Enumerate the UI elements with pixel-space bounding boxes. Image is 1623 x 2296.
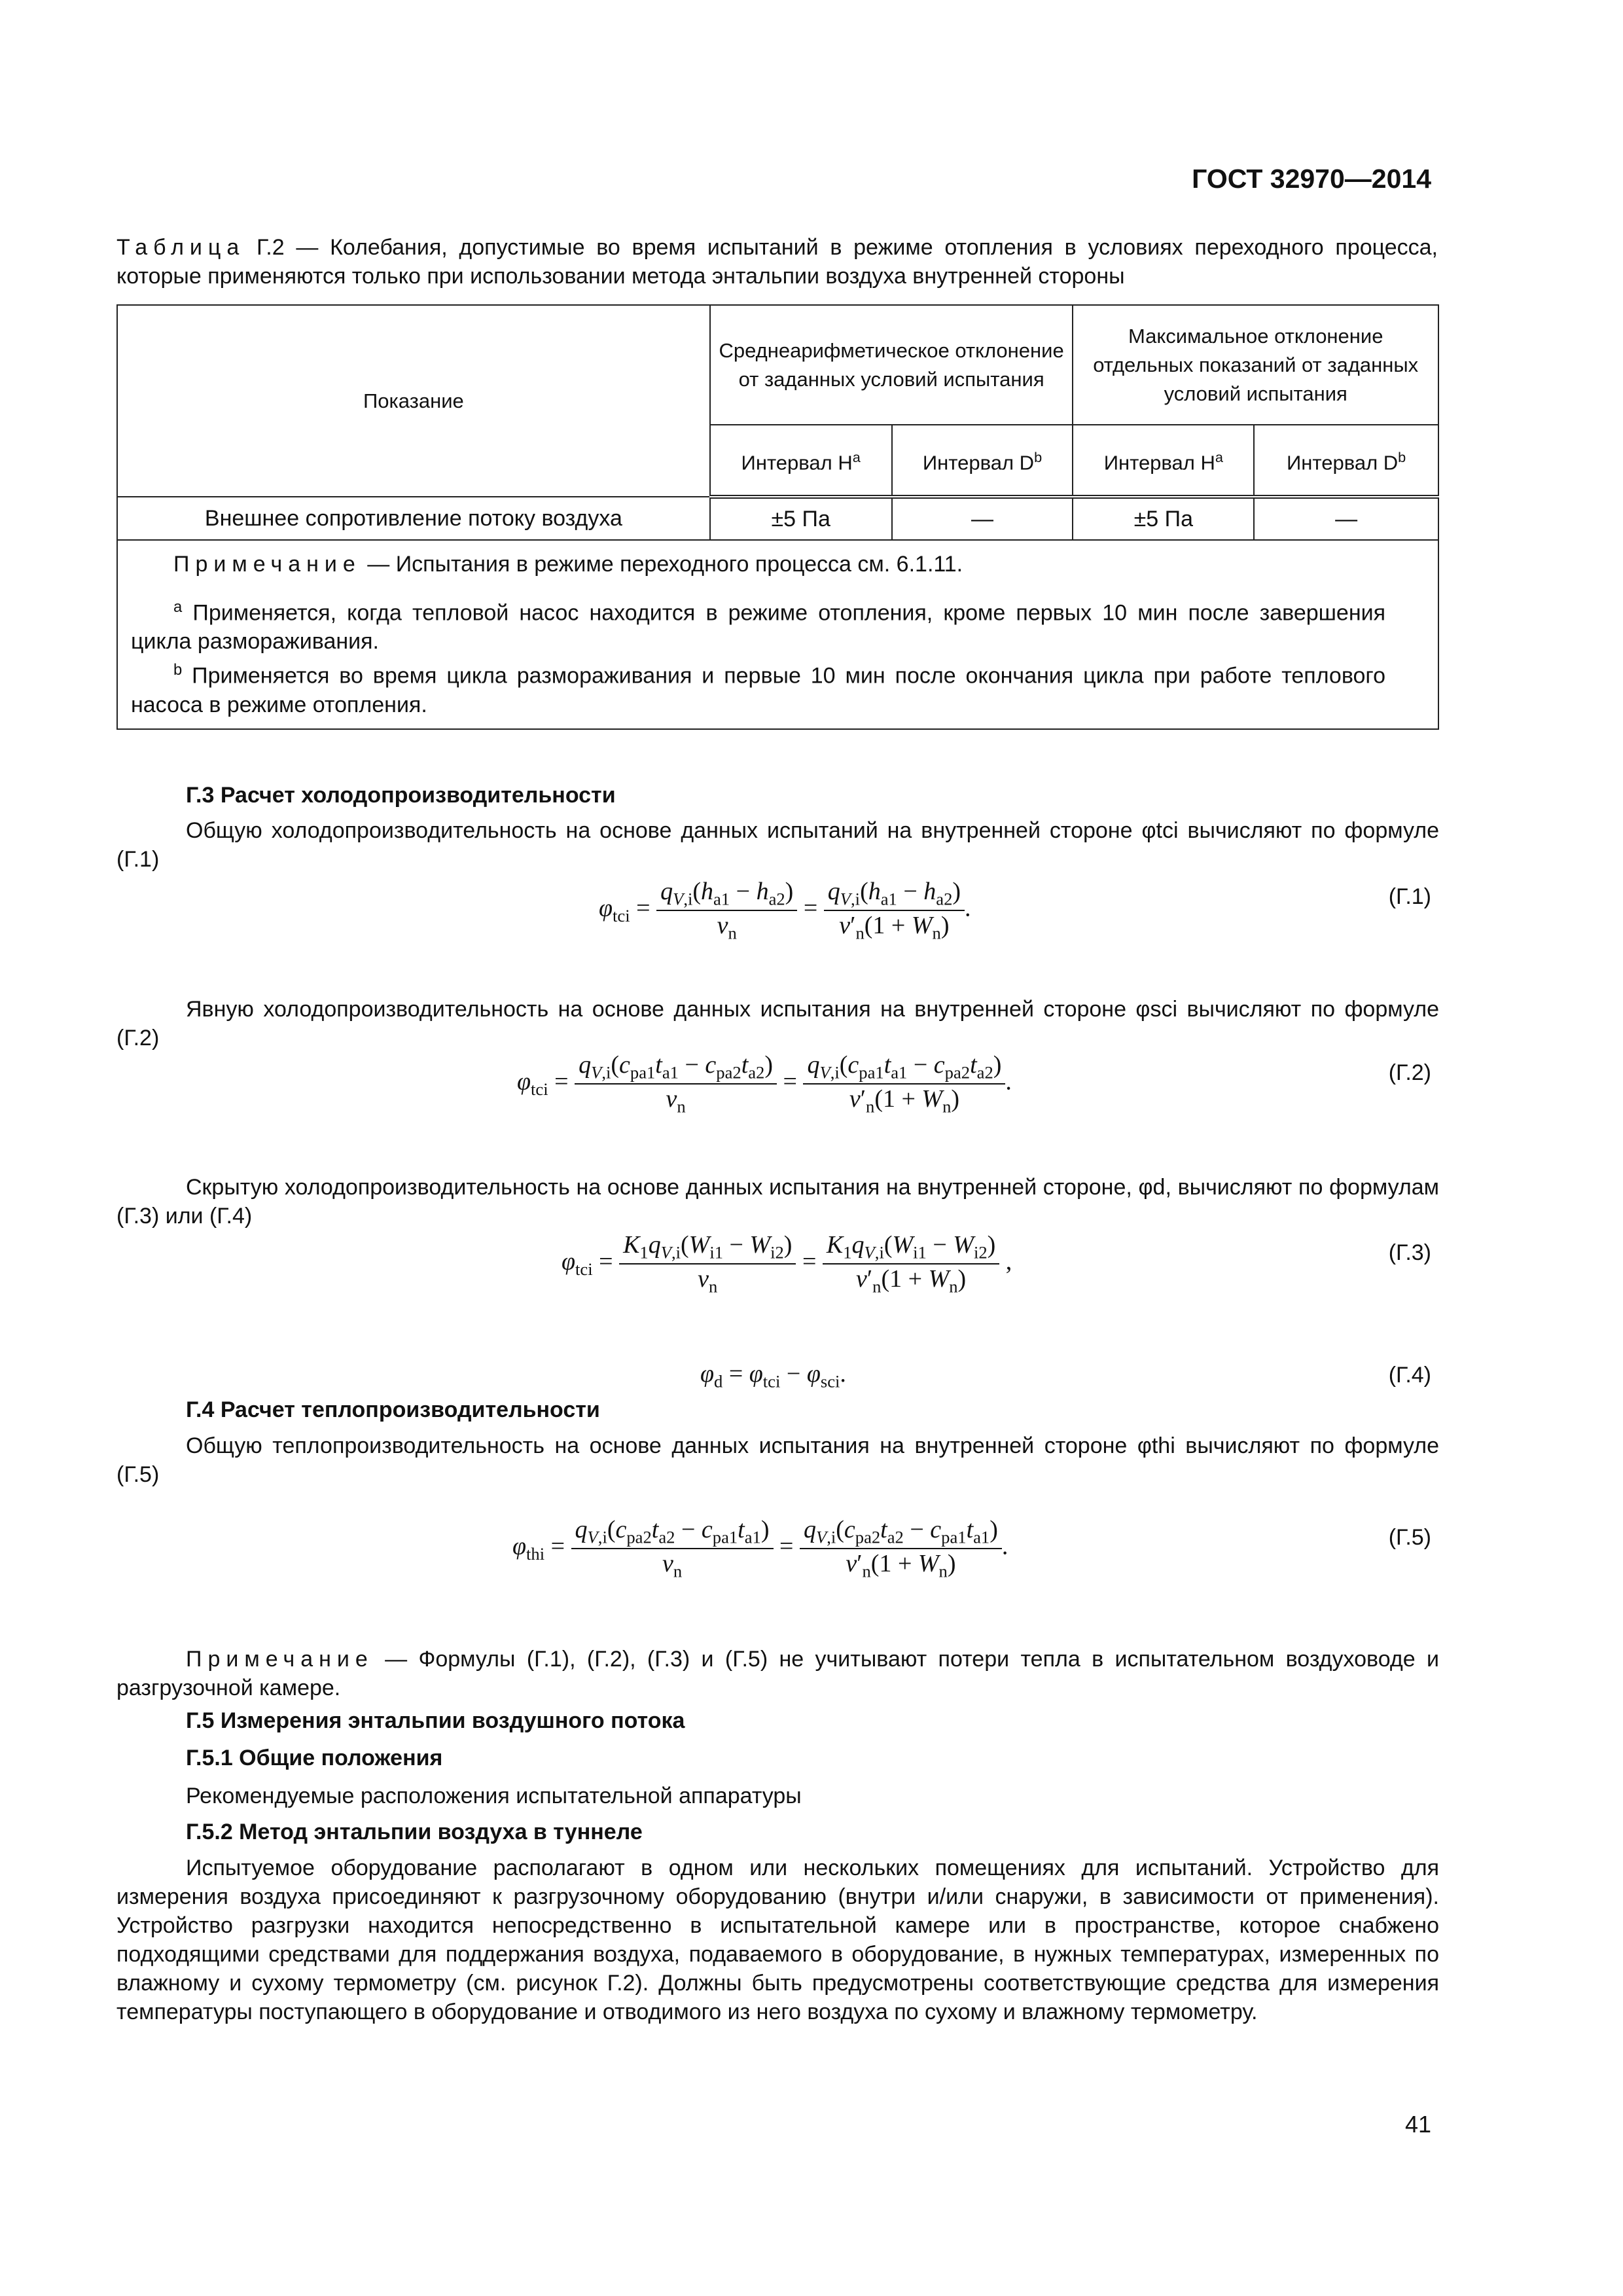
- table-header-indication: Показание: [117, 305, 710, 497]
- tolerance-table: [116, 304, 1439, 730]
- table-cell-value: —: [1254, 497, 1438, 540]
- section-g4-title: Г.4 Расчет теплопроизводительности: [186, 1397, 600, 1422]
- footnote-b: $^b$ Применяется во время цикла размораживания и первые 10 мин после окончания цикла при работе теплового насоса в режиме отопления.: [131, 661, 1385, 717]
- table-note: Примечание — Испытания в режиме переходного процесса см. 6.1.11.: [173, 552, 963, 577]
- formula-g3: $\varphi_{tci}$ = $\frac{K_1q_{V,i}(W_{i1} - W_{i2})}{v_n}$ = $\frac{K_1q_{V,i}(W_{i1} - W_{i2})}{v'_n(1 + W_n)}$ ,: [562, 1231, 1012, 1297]
- equation-number: (Г.1): [1388, 884, 1431, 909]
- document-standard-number: ГОСТ 32970—2014: [1192, 164, 1431, 194]
- formulas-note: Примечание — Формулы (Г.1), (Г.2), (Г.3) и (Г.5) не учитывают потери тепла в испытательном воздуховоде и разгрузочной камере.: [116, 1647, 1439, 1700]
- section-g4-paragraph-1: Общую теплопроизводительность на основе данных испытания на внутренней стороне φthi вычисляют по формуле (Г.5): [116, 1433, 1439, 1487]
- formula-g1: $\varphi_{tci}$ = $\frac{q_{V,i}(h_{a1} - h_{a2})}{v_n}$ = $\frac{q_{V,i}(h_{a1} - h_{a2})}{v'_n(1 + W_n)}$ .: [599, 878, 971, 943]
- section-g3-paragraph-3: Скрытую холодопроизводительность на основе данных испытания на внутренней стороне, φd, вычисляют по формулам (Г.3) или (Г.4): [116, 1175, 1439, 1229]
- formula-g4: $\varphi_d = \varphi_{tci} - \varphi_{sci}$.: [700, 1360, 846, 1391]
- table-header-mean-deviation: Среднеарифметическое отклонение от заданных условий испытания: [710, 305, 1073, 425]
- table-header-interval-h-max: Интервал $H^a$: [1073, 425, 1254, 497]
- table-header-interval-h: Интервал $H^a$: [710, 425, 892, 497]
- section-g51-text: Рекомендуемые расположения испытательной аппаратуры: [186, 1784, 802, 1808]
- footnote-a: $^a$ Применяется, когда тепловой насос находится в режиме отопления, кроме первых 10 мин после завершения цикла размораживания.: [131, 598, 1385, 655]
- table-header-interval-d: Интервал $D^b$: [892, 425, 1073, 497]
- formula-g5: $\varphi_{thi}$ = $\frac{q_{V,i}(c_{pa2}t_{a2} - c_{pa1}t_{a1})}{v_n}$ = $\frac{q_{V,i}(c_{pa2}t_{a2} - c_{pa1}t_{a1})}{v'_n(1 + W_n)}$ .: [512, 1516, 1008, 1581]
- section-g52-title: Г.5.2 Метод энтальпии воздуха в туннеле: [186, 1820, 643, 1844]
- equation-number: (Г.3): [1388, 1240, 1431, 1265]
- formula-g2: $\varphi_{tci}$ = $\frac{q_{V,i}(c_{pa1}t_{a1} - c_{pa2}t_{a2})}{v_n}$ = $\frac{q_{V,i}(c_{pa1}t_{a1} - c_{pa2}t_{a2})}{v'_n(1 + W_n)}$ .: [517, 1051, 1012, 1117]
- table-cell-value: ±5 Па: [710, 497, 892, 540]
- table-cell-value: —: [892, 497, 1073, 540]
- equation-number: (Г.4): [1388, 1363, 1431, 1388]
- table-header-max-deviation: Максимальное отклонение отдельных показаний от заданных условий испытания: [1073, 305, 1438, 425]
- equation-number: (Г.5): [1388, 1525, 1431, 1550]
- table-notes: [117, 540, 1438, 729]
- table-caption-prefix: Таблица: [116, 235, 245, 260]
- table-row: [117, 497, 1438, 540]
- page-number: 41: [1404, 2111, 1431, 2138]
- section-g5-title: Г.5 Измерения энтальпии воздушного потока: [186, 1708, 685, 1733]
- section-g3-paragraph-1: Общую холодопроизводительность на основе данных испытаний на внутренней стороне φtci вычисляют по формуле (Г.1): [116, 818, 1439, 872]
- table-header-interval-d-max: Интервал $D^b$: [1254, 425, 1438, 497]
- table-cell-label: Внешнее сопротивление потоку воздуха: [117, 497, 710, 540]
- table-caption-text: Г.2 — Колебания, допустимые во время испытаний в режиме отопления в условиях переходного процесса, которые применяются только при использовании метода энтальпии воздуха внутренней стороны: [116, 235, 1438, 289]
- table-cell-value: ±5 Па: [1073, 497, 1254, 540]
- table-caption: [116, 233, 1438, 291]
- section-g51-title: Г.5.1 Общие положения: [186, 1746, 443, 1770]
- section-g3-title: Г.3 Расчет холодопроизводительности: [186, 783, 616, 808]
- section-g52-text: Испытуемое оборудование располагают в одном или нескольких помещениях для испытаний. Устройство для измерения воздуха присоединяют к разгрузочному оборудованию (внутри и/или снаружи, в зависимости от применения). Устройство разгрузки находится непосредственно в испытательной камере или в пространстве, которое снабжено подходящими средствами для поддержания воздуха, подаваемого в оборудование, в нужных температурах, измеренных по влажному и сухому термометру (см. рисунок Г.2). Должны быть предусмотрены соответствующие средства для измерения температуры поступающего в оборудование и отводимого из него воздуха по сухому и влажному термометру.: [116, 1856, 1439, 2024]
- equation-number: (Г.2): [1388, 1060, 1431, 1085]
- section-g3-paragraph-2: Явную холодопроизводительность на основе данных испытания на внутренней стороне φsci вычисляют по формуле (Г.2): [116, 997, 1439, 1050]
